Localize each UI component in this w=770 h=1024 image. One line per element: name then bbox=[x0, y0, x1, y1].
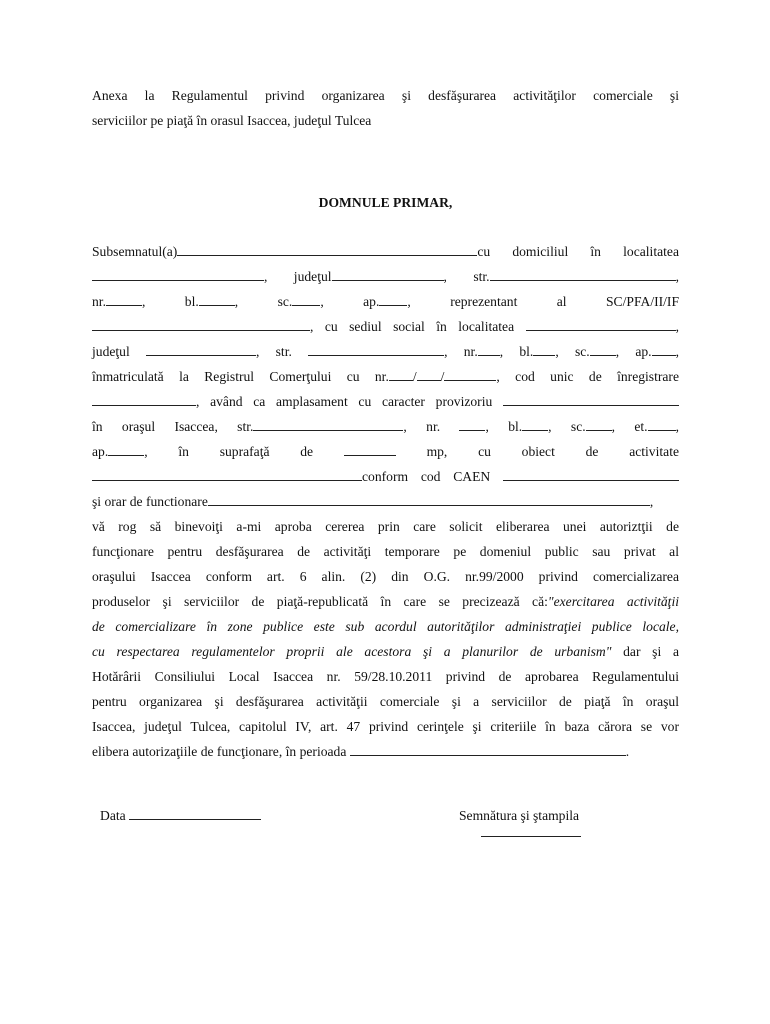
registry-no-part-1 bbox=[389, 366, 413, 381]
locality-field bbox=[92, 266, 264, 281]
surface-field bbox=[344, 441, 396, 456]
hq-apartment-field bbox=[652, 341, 676, 356]
page-title: DOMNULE PRIMAR, bbox=[318, 195, 453, 210]
form-line-9: ap. , în suprafaţă de mp, cu obiect de activitate bbox=[92, 439, 679, 464]
company-name-field bbox=[92, 316, 310, 331]
location-floor-field bbox=[648, 416, 676, 431]
staircase-field bbox=[292, 291, 320, 306]
name-field bbox=[177, 241, 477, 256]
hq-street-field bbox=[308, 341, 444, 356]
location-block-field bbox=[522, 416, 548, 431]
location-number-field bbox=[459, 416, 485, 431]
form-line-8: în oraşul Isaccea, str. , nr. , bl. , sc. , et. , bbox=[92, 414, 679, 439]
form-line-7: , având ca amplasament cu caracter provizoriu bbox=[92, 389, 679, 414]
body-line-5: de comercializare în zone publice este sub acordul autorităţilor administraţiei publice locale, bbox=[92, 619, 679, 634]
body-line-7: Hotărârii Consiliului Local Isaccea nr. 59/28.10.2011 privind de aprobarea Regulamentului bbox=[92, 669, 679, 684]
signature-line bbox=[481, 828, 581, 837]
form-line-4: , cu sediul social în localitatea , bbox=[92, 314, 679, 339]
period-field bbox=[350, 741, 626, 756]
number-field bbox=[106, 291, 142, 306]
block-field bbox=[199, 291, 235, 306]
body-line-4: produselor şi serviciilor de piaţă-republicată în care se precizează că:"exercitarea activităţii bbox=[92, 594, 679, 609]
body-line-1: vă rog să binevoiţi a-mi aproba cererea prin care solicit eliberarea unei autoriztţii de bbox=[92, 519, 679, 534]
form-page bbox=[92, 83, 679, 764]
county-field bbox=[332, 266, 444, 281]
date-block: Data bbox=[100, 803, 261, 828]
body-line-10: elibera autorizaţiile de funcţionare, în perioada . bbox=[92, 739, 679, 764]
activity-object-field bbox=[92, 466, 362, 481]
annex-header-line-1: Anexa la Regulamentul privind organizarea şi desfăşurarea activităţilor comerciale şi bbox=[92, 88, 679, 103]
opening-hours-field bbox=[208, 491, 650, 506]
annex-header-line-2: serviciilor pe piaţă în orasul Isaccea, judeţul Tulcea bbox=[92, 113, 372, 128]
hq-county-field bbox=[146, 341, 256, 356]
unique-registration-code-field bbox=[92, 391, 196, 406]
body-line-8: pentru organizarea şi desfăşurarea activităţii comerciale şi a serviciilor de piaţă în oraşul bbox=[92, 694, 679, 709]
hq-staircase-field bbox=[590, 341, 616, 356]
caen-code-field bbox=[503, 466, 679, 481]
body-line-2: funcţionare pentru desfăşurarea de activităţi temporare pe domeniul public sau privat al bbox=[92, 544, 679, 559]
form-line-6: înmatriculată la Registrul Comerţului cu nr. / / , cod unic de înregistrare bbox=[92, 364, 679, 389]
provisional-location-field bbox=[503, 391, 679, 406]
hq-number-field bbox=[478, 341, 500, 356]
form-line-11: şi orar de functionare , bbox=[92, 489, 679, 514]
location-street-field bbox=[253, 416, 403, 431]
body-line-9: Isaccea, judeţul Tulcea, capitolul IV, art. 47 privind cerinţele şi criteriile în baza cărora se vor bbox=[92, 719, 679, 734]
apartment-field bbox=[379, 291, 407, 306]
hq-block-field bbox=[533, 341, 555, 356]
registry-no-part-2 bbox=[417, 366, 441, 381]
form-line-3: nr. , bl. , sc. , ap. , reprezentant al SC/PFA/II/IF bbox=[92, 289, 679, 314]
body-line-3: oraşului Isaccea conform art. 6 alin. (2) din O.G. nr.99/2000 privind comercializarea bbox=[92, 569, 679, 584]
registry-no-part-3 bbox=[444, 366, 496, 381]
location-apartment-field bbox=[108, 441, 144, 456]
form-line-1: Subsemnatul(a) cu domiciliul în localitatea bbox=[92, 239, 679, 264]
signature-block: Semnătura şi ştampila bbox=[459, 803, 581, 837]
body-line-6: cu respectarea regulamentelor proprii ale acestora şi a planurilor de urbanism" dar şi a bbox=[92, 644, 679, 659]
form-line-10: conform cod CAEN bbox=[92, 464, 679, 489]
form-line-2: , judeţul , str. , bbox=[92, 264, 679, 289]
location-staircase-field bbox=[586, 416, 612, 431]
date-field bbox=[129, 805, 261, 820]
headquarters-locality-field bbox=[526, 316, 676, 331]
street-field bbox=[490, 266, 676, 281]
form-line-5: judeţul , str. , nr. , bl. , sc. , ap. , bbox=[92, 339, 679, 364]
